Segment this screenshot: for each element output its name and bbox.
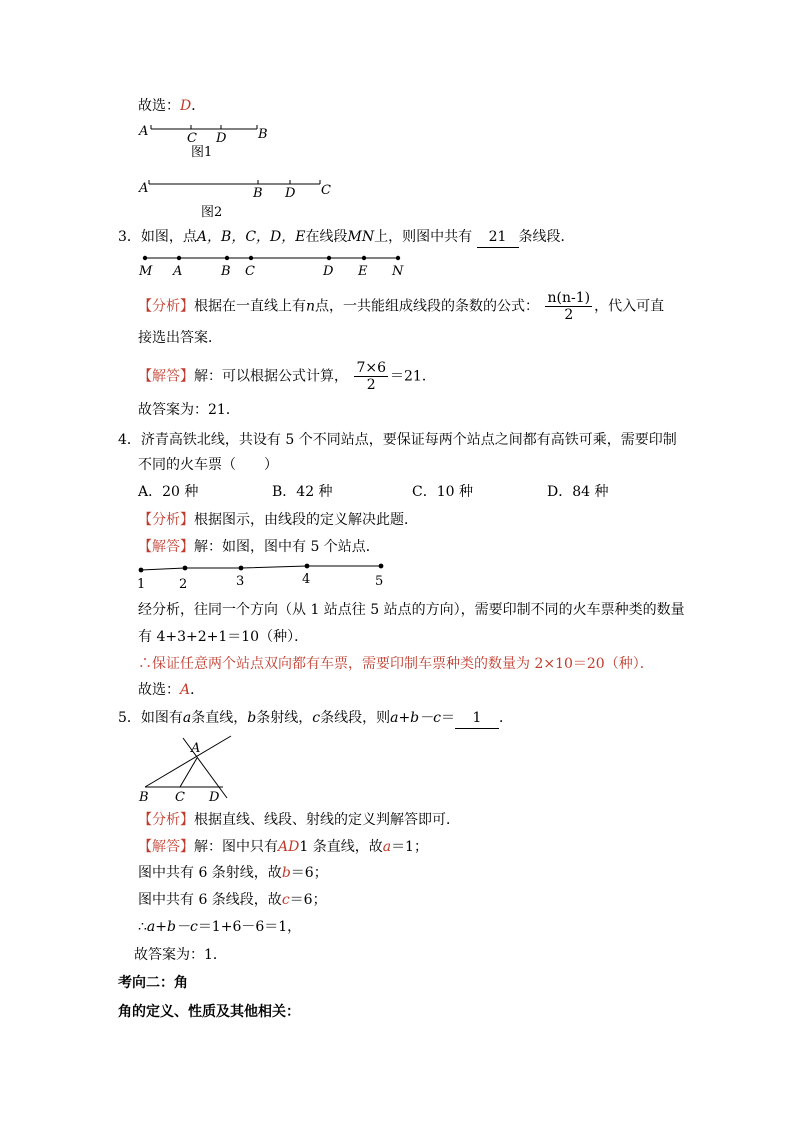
q5-var: a xyxy=(182,710,192,726)
q5-var: b xyxy=(247,710,257,726)
fig-q3 xyxy=(135,252,415,282)
q3-analysis-cont: 接选出答案． xyxy=(138,330,222,346)
q4-analysis xyxy=(138,510,418,530)
formula-fraction xyxy=(545,290,592,323)
solution-text: 解：图中只有 xyxy=(194,839,278,855)
q3-answer: 故答案为：21． xyxy=(138,402,240,418)
q3-points: A，B，C，D，E xyxy=(196,229,306,245)
station-2: 2 xyxy=(179,577,188,592)
q5-answer: 故答案为：1． xyxy=(134,947,227,963)
fig-q2 xyxy=(135,120,335,220)
q5-label-b: B xyxy=(139,790,149,804)
solution-tag: 【解答】 xyxy=(138,839,194,855)
q5-question xyxy=(118,708,513,729)
q3-label-c: C xyxy=(245,264,255,279)
q4-question-cont: 不同的火车票（ ） xyxy=(138,457,278,473)
choose-suffix: ． xyxy=(190,682,205,698)
q3-text: 上，则图中共有 xyxy=(374,229,473,245)
q3-text: 在线段 xyxy=(305,229,348,245)
q4-option-d: D．84 种 xyxy=(547,484,609,500)
analysis-text: 根据直线、线段、射线的定义判解答即可． xyxy=(194,812,460,828)
q3-text: 如图，点 xyxy=(140,229,197,245)
solution-text: 1 条直线，故 xyxy=(299,839,383,855)
fig2-label-a: A xyxy=(139,181,149,196)
q3-text: 条线段． xyxy=(518,229,575,245)
q5-text: 条线段，则 xyxy=(320,710,391,726)
fig2-caption: 图2 xyxy=(201,205,223,220)
analysis-tag: 【分析】 xyxy=(138,512,194,528)
station-4: 4 xyxy=(302,572,311,587)
station-1: 1 xyxy=(137,577,146,592)
choose-answer: D xyxy=(180,98,192,114)
solution-text: 解：如图，图中有 5 个站点． xyxy=(194,539,380,555)
analysis-text: 根据图示，由线段的定义解决此题． xyxy=(194,512,418,528)
q4-explain-1: 经分析，往同一个方向（从 1 站点往 5 站点的方向），需要印制不同的火车票种类的数量 xyxy=(138,602,685,618)
q5-answer-blank: 1 xyxy=(455,708,499,729)
fraction-denominator: 2 xyxy=(366,377,376,393)
solution-var: b xyxy=(281,865,291,881)
solution-line-name: AD xyxy=(278,839,300,855)
solution-var: a xyxy=(382,839,392,855)
q3-label-m: M xyxy=(139,264,153,279)
fig2-label-c: C xyxy=(321,183,331,198)
q4-option-b: B．42 种 xyxy=(272,484,333,500)
q5-label-c: C xyxy=(175,790,185,804)
q5-text: 如图有 xyxy=(140,710,183,726)
formula-numerator: n(n-1) xyxy=(547,290,591,306)
solution-fraction xyxy=(354,360,388,393)
fig-q5 xyxy=(135,732,245,804)
q5-text: ＝ xyxy=(440,710,455,726)
solution-tag: 【解答】 xyxy=(138,368,194,385)
q4-solution xyxy=(138,537,380,557)
q5-text: 条射线， xyxy=(256,710,313,726)
q5-analysis xyxy=(138,810,460,830)
choose-prefix: 故选： xyxy=(138,98,180,114)
solution-text: 解：可以根据公式计算， xyxy=(194,368,348,385)
fig2-label-b: B xyxy=(253,186,263,201)
fig1-label-b: B xyxy=(258,127,268,142)
q4-question xyxy=(118,430,677,450)
solution-tag: 【解答】 xyxy=(138,539,194,555)
choose-line-q4 xyxy=(138,680,204,700)
station-3: 3 xyxy=(236,574,245,589)
analysis-var: n xyxy=(306,298,316,315)
solution-var: c xyxy=(281,892,290,908)
solution-text: 图中共有 6 条线段，故 xyxy=(138,892,282,908)
fig-q4-stations xyxy=(135,560,395,594)
q5-label-d: D xyxy=(209,790,220,804)
analysis-tag: 【分析】 xyxy=(138,298,194,315)
choose-prefix: 故选： xyxy=(138,682,180,698)
q3-analysis xyxy=(138,290,664,323)
analysis-text: 根据在一直线上有 xyxy=(194,298,306,315)
q5-solution-4 xyxy=(138,917,301,937)
q5-text: 条直线， xyxy=(191,710,248,726)
analysis-text: 点，一共能组成线段的条数的公式： xyxy=(315,298,540,315)
solution-text: 图中共有 6 条射线，故 xyxy=(138,865,282,881)
q4-number: 4． xyxy=(118,432,141,448)
q5-var: c xyxy=(312,710,321,726)
q3-solution xyxy=(138,360,436,393)
choose-answer: A xyxy=(180,682,191,698)
q5-solution-3 xyxy=(138,890,327,910)
fig2-label-d: D xyxy=(285,186,296,201)
q5-solution-1 xyxy=(138,837,428,857)
q5-number: 5． xyxy=(118,710,141,726)
choose-line-q2 xyxy=(138,96,205,116)
solution-text: ＝1+6－6＝1， xyxy=(197,919,302,935)
solution-text: ∴ xyxy=(138,919,147,935)
q5-expr: a+b－c xyxy=(390,710,441,726)
q4-explain-3: ∴保证任意两个站点双向都有车票，需要印制车票种类的数量为 2×10＝20（种）． xyxy=(138,656,654,672)
fig1-caption: 图1 xyxy=(191,145,213,160)
section-subtitle: 角的定义、性质及其他相关： xyxy=(118,1004,300,1020)
analysis-tag: 【分析】 xyxy=(138,812,194,828)
q4-option-c: C．10 种 xyxy=(412,484,473,500)
fig1-label-c: C xyxy=(187,131,197,146)
q3-question xyxy=(118,227,575,248)
q3-label-a: A xyxy=(173,264,183,279)
station-5: 5 xyxy=(375,574,384,589)
q5-solution-2 xyxy=(138,863,328,883)
q3-label-b: B xyxy=(221,264,231,279)
solution-expr: a+b－c xyxy=(146,919,198,935)
q4-option-a: A．20 种 xyxy=(138,484,199,500)
q3-number: 3． xyxy=(118,229,141,245)
q3-seg: MN xyxy=(347,229,375,245)
q4-text: 济青高铁北线，共设有 5 个不同站点，要保证每两个站点之间都有高铁可乘，需要印制 xyxy=(140,432,677,448)
fig1-label-a: A xyxy=(139,124,149,139)
fig1-label-d: D xyxy=(216,131,227,146)
q3-label-d: D xyxy=(323,264,334,279)
solution-text: ＝21． xyxy=(390,368,436,385)
q5-text: ． xyxy=(498,710,513,726)
q5-label-a: A xyxy=(191,741,201,756)
analysis-text: ，代入可直 xyxy=(594,298,665,315)
solution-text: ＝6； xyxy=(290,865,328,881)
section-title: 考向二：角 xyxy=(118,975,188,991)
choose-suffix: ． xyxy=(191,98,206,114)
q3-answer-blank: 21 xyxy=(477,227,519,248)
fraction-numerator: 7×6 xyxy=(356,360,386,376)
formula-denominator: 2 xyxy=(564,307,574,323)
solution-text: ＝1； xyxy=(391,839,428,855)
q3-label-e: E xyxy=(358,264,368,279)
q3-label-n: N xyxy=(392,264,404,279)
solution-text: ＝6； xyxy=(289,892,327,908)
q4-explain-2: 有 4+3+2+1＝10（种）． xyxy=(138,629,309,645)
